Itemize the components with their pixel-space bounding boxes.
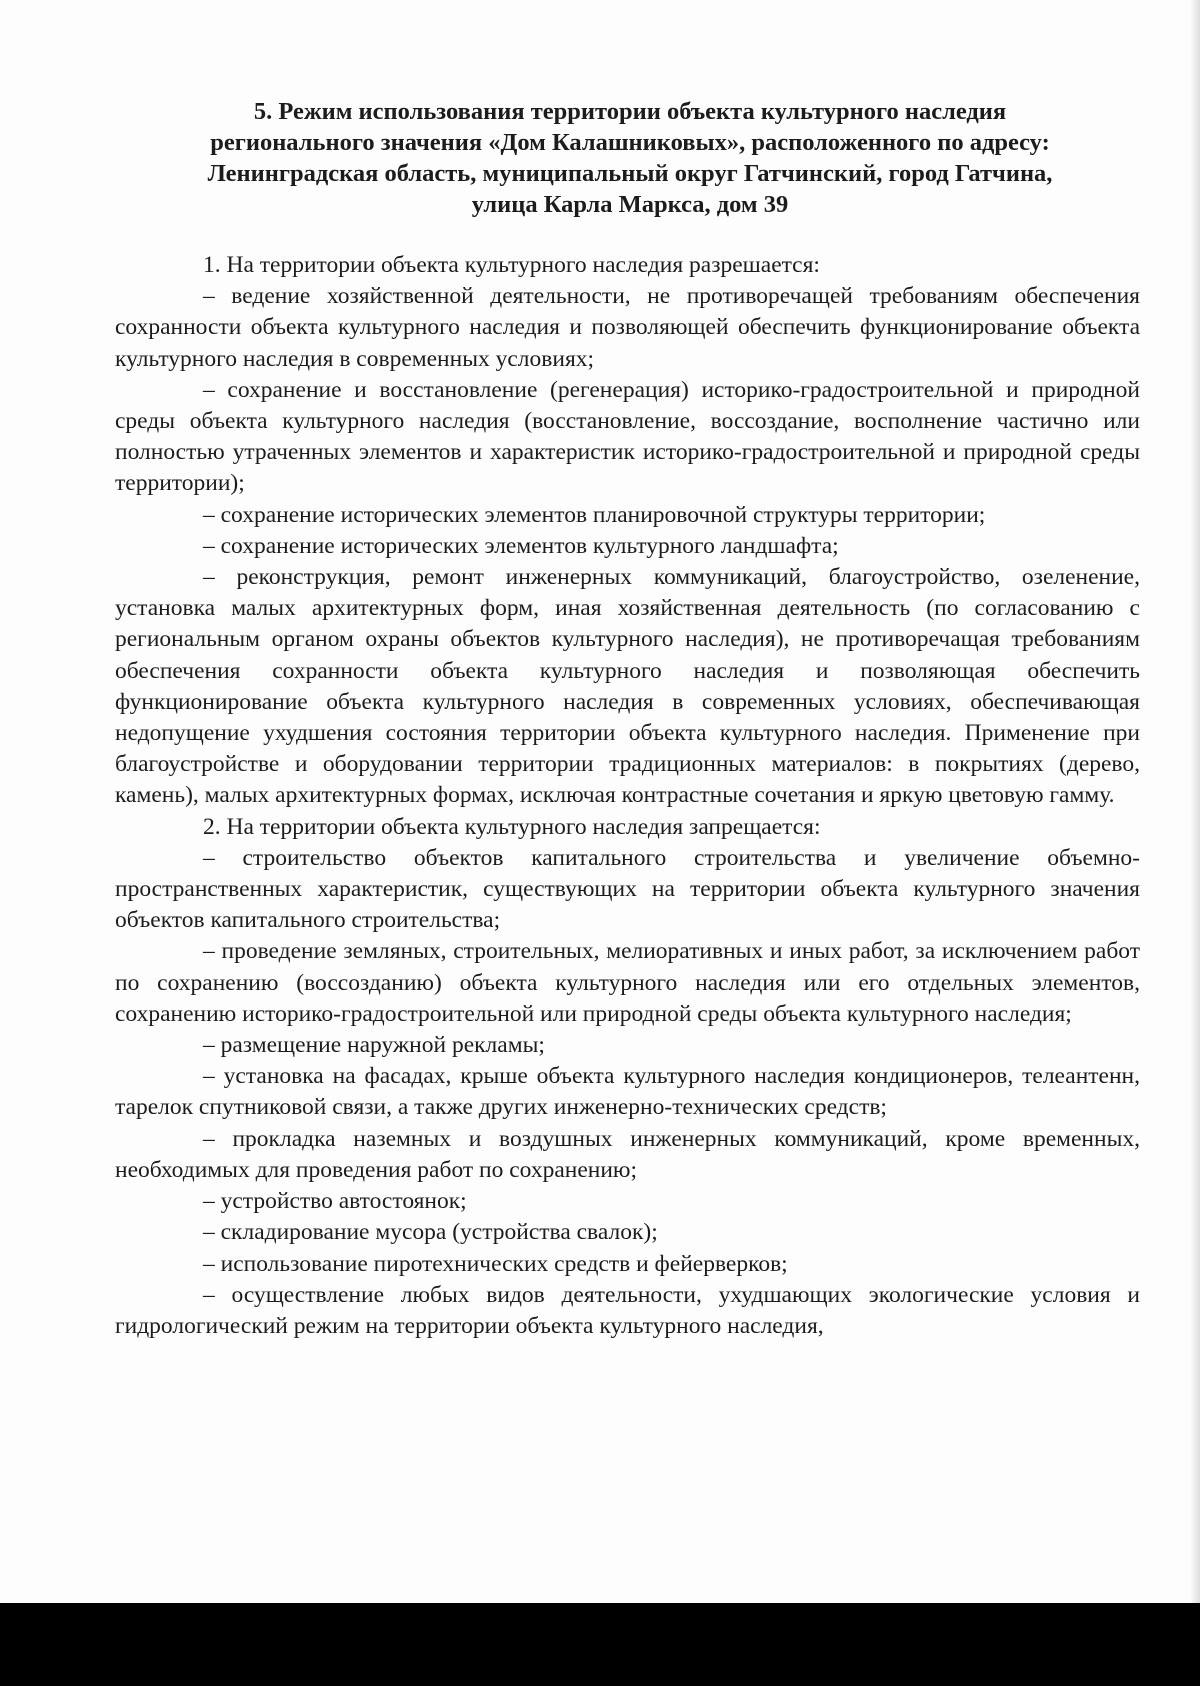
prohibited-item: – складирование мусора (устройства свалок);: [203, 1219, 658, 1246]
section-heading: [120, 96, 1140, 220]
prohibited-item: – устройство автостоянок;: [203, 1188, 467, 1215]
prohibited-item: – использование пиротехнических средств и фейерверков;: [203, 1250, 788, 1277]
clause-1-intro: 1. На территории объекта культурного наследия разрешается:: [203, 252, 820, 278]
prohibited-item: – проведение земляных, строительных, мелиоративных и иных работ, за исключением работ по сохранению (воссозданию) объекта культурного наследия или его отдельных элементов, сохранению историко-градостроительной или природной среды объекта культурного наследия;: [115, 938, 1140, 1027]
heading-line: регионального значения «Дом Калашниковых», расположенного по адресу:: [210, 129, 1050, 156]
heading-line: Ленинградская область, муниципальный округ Гатчинский, город Гатчина,: [207, 160, 1053, 187]
document-body: [115, 250, 1140, 1342]
prohibited-item: – установка на фасадах, крыше объекта культурного наследия кондиционеров, телеантенн, тарелок спутниковой связи, а также других инженерно-технических средств;: [115, 1063, 1140, 1121]
prohibited-item: – размещение наружной рекламы;: [203, 1032, 545, 1059]
prohibited-item: – прокладка наземных и воздушных инженерных коммуникаций, кроме временных, необходимых для проведения работ по сохранению;: [115, 1125, 1140, 1183]
clause-2-intro: 2. На территории объекта культурного наследия запрещается:: [203, 813, 821, 840]
heading-line: улица Карла Маркса, дом 39: [471, 191, 789, 218]
prohibited-item: – строительство объектов капитального строительства и увеличение объемно-пространственных характеристик, существующих на территории объекта культурного значения объектов капитального строительства;: [115, 844, 1140, 934]
permitted-item: – реконструкция, ремонт инженерных коммуникаций, благоустройство, озеленение, установка малых архитектурных форм, иная хозяйственная деятельность (по согласованию с региональным органом охраны объектов культурного наследия), не противоречащая требованиям обеспечения сохранности объекта культурного наследия и позволяющая обеспечить функционирование объекта культурного наследия в современных условиях, обеспечивающая недопущение ухудшения состояния территории объекта культурного наследия. Применение при благоустройстве и оборудовании территории традиционных материалов: в покрытиях (дерево, камень), малых архитектурных формах, исключая контрастные сочетания и яркую цветовую гамму.: [115, 564, 1140, 809]
heading-line: 5. Режим использования территории объекта культурного наследия: [253, 98, 1007, 125]
prohibited-item: – осуществление любых видов деятельности, ухудшающих экологические условия и гидрологический режим на территории объекта культурного наследия,: [115, 1281, 1140, 1339]
permitted-item: – сохранение и восстановление (регенерация) историко-градостроительной и природной среды объекта культурного наследия (восстановление, воссоздание, восполнение частично или полностью утраченных элементов и характеристик историко-градостроительной и природной среды территории);: [115, 376, 1140, 497]
scan-border: [0, 1603, 1200, 1686]
permitted-item: – сохранение исторических элементов планировочной структуры территории;: [203, 501, 986, 528]
permitted-item: – сохранение исторических элементов культурного ландшафта;: [203, 532, 839, 559]
permitted-item: – ведение хозяйственной деятельности, не противоречащей требованиям обеспечения сохранности объекта культурного наследия и позволяющей обеспечить функционирование объекта культурного наследия в современных условиях;: [115, 283, 1140, 372]
scan-edge-shadow: [1190, 0, 1200, 1603]
